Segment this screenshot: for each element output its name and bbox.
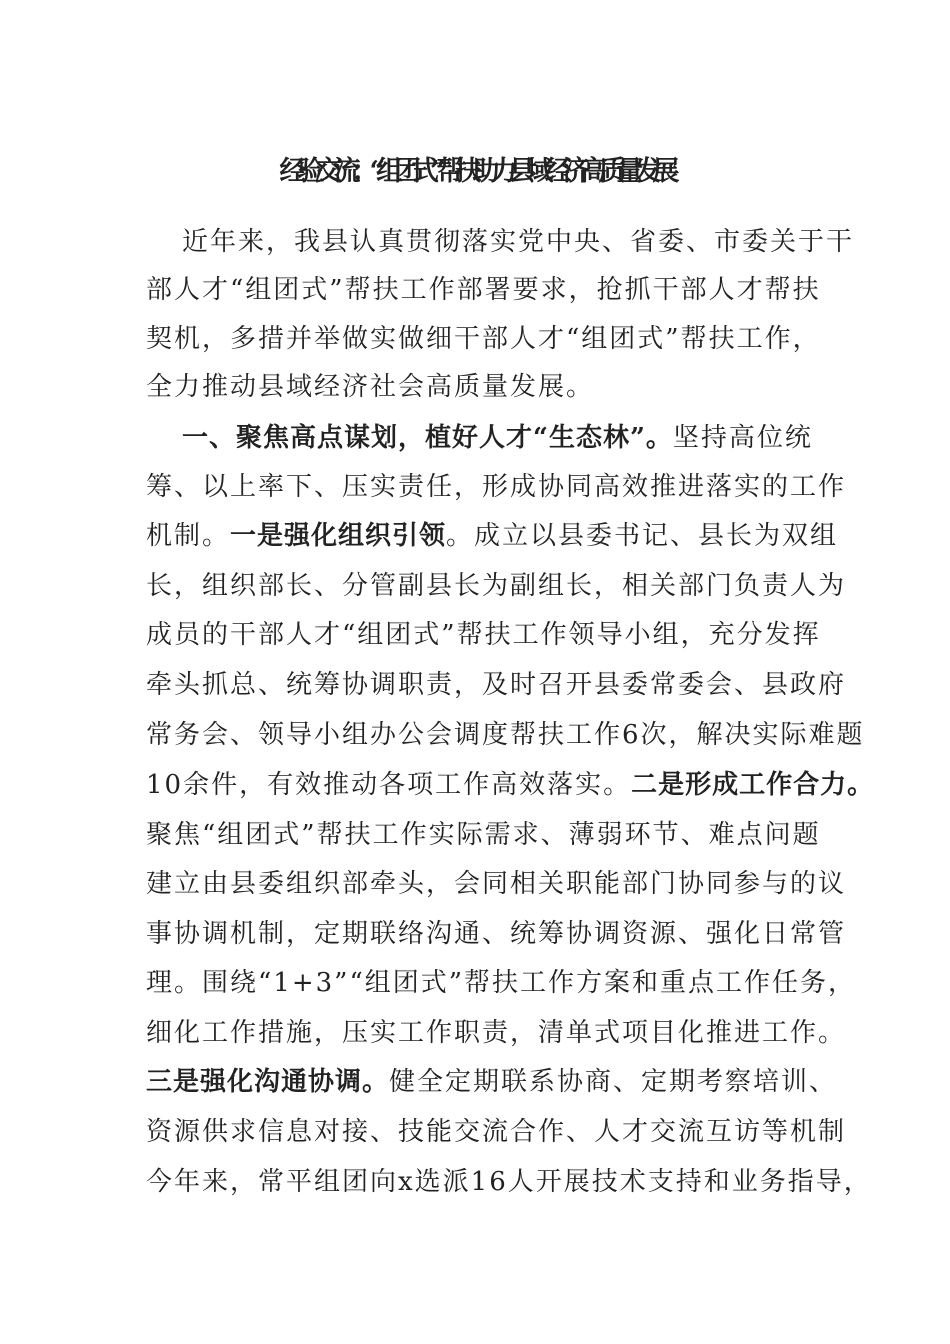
paragraph-line: 部人才“组团式”帮扶工作部署要求，抢抓干部人才帮扶 (146, 275, 821, 305)
paragraph-line: 契机，多措并举做实做细干部人才“组团式”帮扶工作， (146, 324, 821, 354)
paragraph-text: 。成立以县委书记、县长为双组 (446, 521, 839, 551)
paragraph-line: 今年来，常平组团向x选派16人开展技术支持和业务指导， (146, 1167, 872, 1197)
paragraph-text: 10余件，有效推动各项工作高效落实。 (146, 770, 632, 800)
section-heading-line (182, 418, 813, 458)
paragraph-line: 筹、以上率下、压实责任，形成协同高效推进落实的工作 (146, 472, 847, 502)
subheading-1: 一是强化组织引领 (230, 521, 447, 551)
paragraph-line: 成员的干部人才“组团式”帮扶工作领导小组，充分发挥 (146, 620, 821, 650)
paragraph-line (146, 516, 838, 556)
subheading-2: 二是形成工作合力。 (631, 770, 875, 800)
section-heading: 一、聚焦高点谋划，植好人才“生态林”。 (182, 423, 673, 453)
paragraph-line: 牵头抓总、统筹协调职责，及时召开县委常委会、县政府 (146, 670, 847, 700)
paragraph-line: 资源供求信息对接、技能交流合作、人才交流互访等机制 (146, 1117, 847, 1147)
paragraph-line: 全力推动县域经济社会高质量发展。 (146, 372, 595, 402)
paragraph-text: 坚持高位统 (672, 423, 813, 453)
paragraph-line: 理。围绕“1+3”“组团式”帮扶工作方案和重点工作任务， (146, 968, 857, 998)
paragraph-text: 健全定期联系协商、定期考察培训、 (389, 1067, 838, 1097)
paragraph-line: 事协调机制，定期联络沟通、统筹协调资源、强化日常管 (146, 919, 847, 949)
subheading-3: 三是强化沟通协调。 (146, 1067, 390, 1097)
document-title: 经验交流：“组团式”帮扶助力县域经济高质量发展 (279, 156, 671, 187)
paragraph-line: 细化工作措施，压实工作职责，清单式项目化推进工作。 (146, 1018, 847, 1048)
paragraph-line: 常务会、领导小组办公会调度帮扶工作6次，解决实际难题 (146, 720, 865, 750)
paragraph-line: 聚焦“组团式”帮扶工作实际需求、薄弱环节、难点问题 (146, 820, 821, 850)
paragraph-line (146, 1062, 837, 1102)
paragraph-line: 近年来，我县认真贯彻落实党中央、省委、市委关于干 (182, 227, 855, 257)
paragraph-line: 建立由县委组织部牵头，会同相关职能部门协同参与的议 (146, 869, 847, 899)
paragraph-text: 机制。 (146, 521, 231, 551)
paragraph-line: 长，组织部长、分管副县长为副组长，相关部门负责人为 (146, 571, 847, 601)
paragraph-line (146, 765, 874, 805)
